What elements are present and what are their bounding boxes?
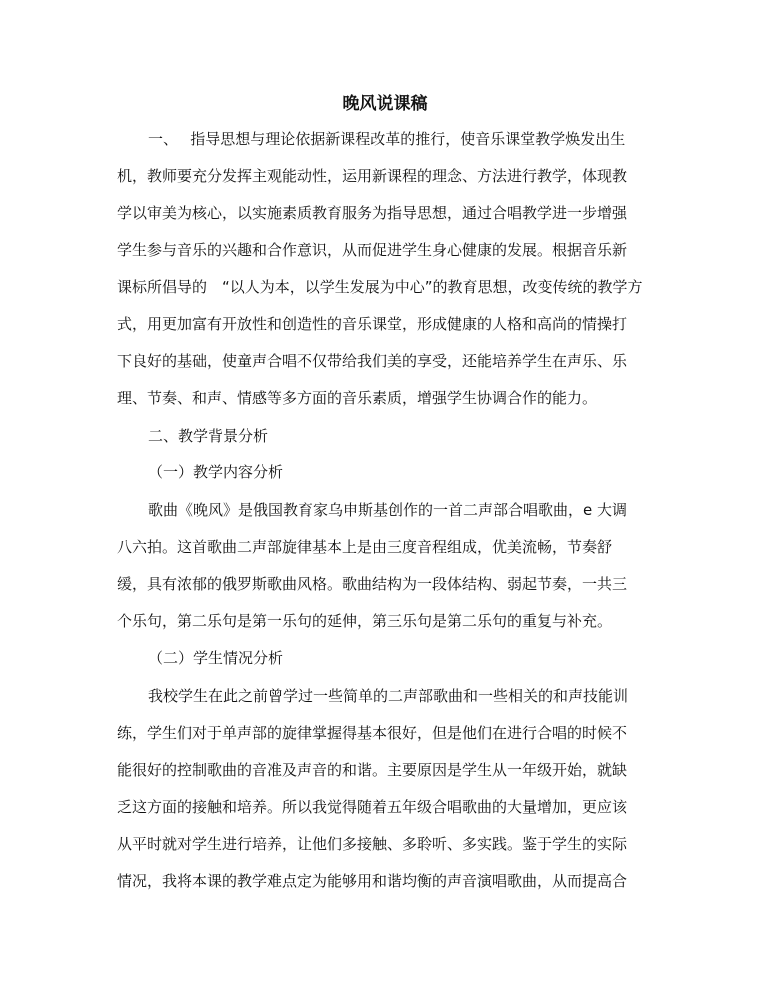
paragraph-line: 歌曲《晚风》是俄国教育家乌申斯基创作的一首二声部合唱歌曲，e 大调 xyxy=(148,501,627,519)
paragraph-line: 我校学生在此之前曾学过一些简单的二声部歌曲和一些相关的和声技能训 xyxy=(148,687,629,705)
paragraph-line: 下良好的基础，使童声合唱不仅带给我们美的享受，还能培养学生在声乐、乐 xyxy=(117,352,628,370)
paragraph-line: 一、 指导思想与理论依据新课程改革的推行，使音乐课堂教学焕发出生 xyxy=(148,130,626,148)
paragraph-line: 机，教师要充分发挥主观能动性，运用新课程的理念、方法进行教学，体现教 xyxy=(117,167,628,185)
section-heading: 二、教学背景分析 xyxy=(148,427,269,445)
paragraph-line: 练，学生们对于单声部的旋律掌握得基本很好，但是他们在进行合唱的时候不 xyxy=(117,724,628,742)
paragraph-line: 八六拍。这首歌曲二声部旋律基本上是由三度音程组成，优美流畅，节奏舒 xyxy=(117,538,613,556)
paragraph-line: 式，用更加富有开放性和创造性的音乐课堂，形成健康的人格和高尚的情操打 xyxy=(117,315,628,333)
paragraph-line: 从平时就对学生进行培养，让他们多接触、多聆听、多实践。鉴于学生的实际 xyxy=(117,835,628,853)
subsection-heading: （一）教学内容分析 xyxy=(148,463,284,481)
paragraph-line: 能很好的控制歌曲的音准及声音的和谐。主要原因是学生从一年级开始，就缺 xyxy=(117,761,628,779)
paragraph-line: 课标所倡导的 “以人为本，以学生发展为中心”的教育思想，改变传统的教学方 xyxy=(117,278,643,296)
paragraph-line: 学生参与音乐的兴趣和合作意识，从而促进学生身心健康的发展。根据音乐新 xyxy=(117,241,628,259)
paragraph-line: 学以审美为核心，以实施素质教育服务为指导思想，通过合唱教学进一步增强 xyxy=(117,204,628,222)
paragraph-line: 理、节奏、和声、情感等多方面的音乐素质，增强学生协调合作的能力。 xyxy=(117,389,598,407)
paragraph-line: 情况，我将本课的教学难点定为能够用和谐均衡的声音演唱歌曲，从而提高合 xyxy=(117,872,628,890)
paragraph-line: 缓，具有浓郁的俄罗斯歌曲风格。歌曲结构为一段体结构、弱起节奏，一共三 xyxy=(117,575,628,593)
subsection-heading: （二）学生情况分析 xyxy=(148,649,284,667)
paragraph-line: 个乐句，第二乐句是第一乐句的延伸，第三乐句是第二乐句的重复与补充。 xyxy=(117,612,613,630)
document-title: 晚风说课稿 xyxy=(342,94,428,114)
paragraph-line: 乏这方面的接触和培养。所以我觉得随着五年级合唱歌曲的大量增加，更应该 xyxy=(117,798,628,816)
